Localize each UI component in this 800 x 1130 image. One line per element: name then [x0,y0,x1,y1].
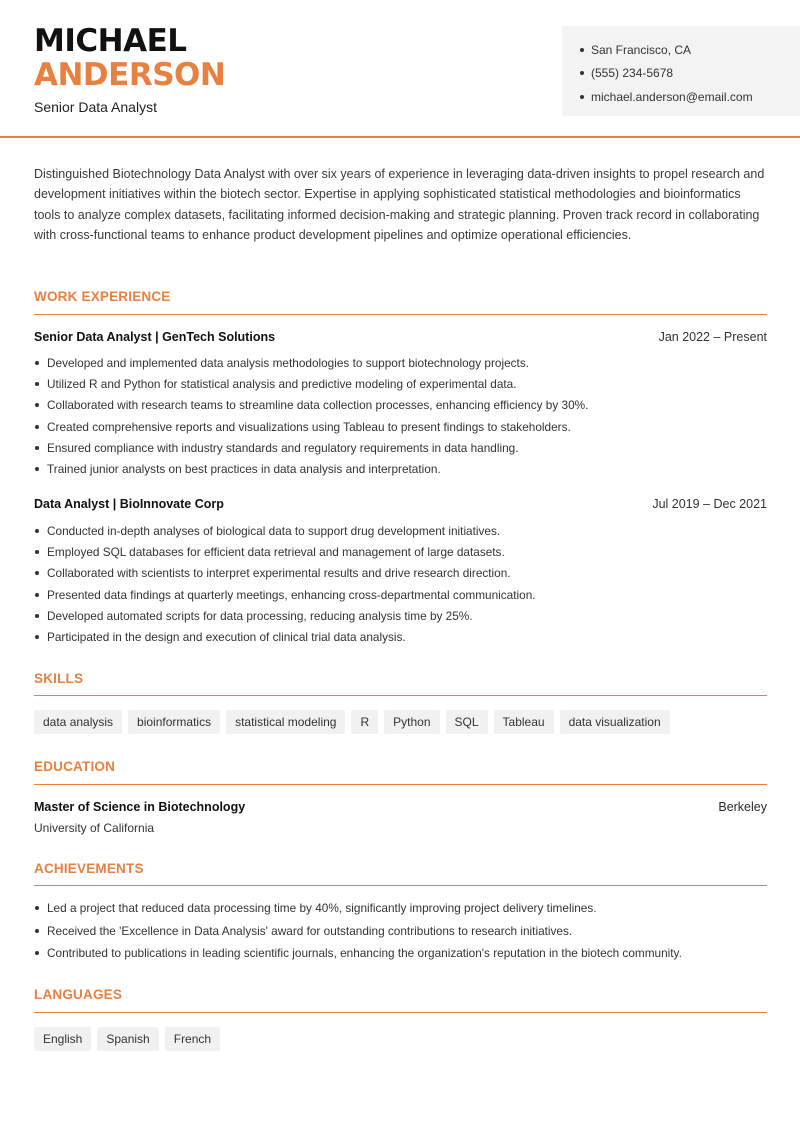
bullet-icon [35,550,39,554]
skills-tags [34,710,670,734]
section-title-education: EDUCATION [34,759,116,774]
resume-header [0,0,800,138]
first-name: MICHAEL [34,23,187,59]
list-item: Developed and implemented data analysis methodologies to support biotechnology projects. [34,352,767,373]
list-item: Ensured compliance with industry standards and regulatory requirements in data handling. [34,437,767,458]
contact-email[interactable]: michael.anderson@email.com [580,85,800,109]
skill-tag: data visualization [560,710,670,734]
skill-tag: R [351,710,378,734]
skill-tag: data analysis [34,710,122,734]
list-item: Collaborated with scientists to interpret experimental results and drive research direction. [34,563,767,584]
section-divider [34,784,767,785]
school-name: University of California [34,821,155,835]
bullet-icon [35,403,39,407]
list-item: Contributed to publications in leading scientific journals, enhancing the organization's reputation in the biotech community. [34,942,767,965]
job-dates: Jul 2019 – Dec 2021 [652,497,767,511]
language-tag: English [34,1027,91,1051]
section-divider [34,1012,767,1013]
list-item: Utilized R and Python for statistical analysis and predictive modeling of experimental data. [34,373,767,394]
section-divider [34,314,767,315]
job-role: Data Analyst | BioInnovate Corp [34,497,224,511]
list-item: Employed SQL databases for efficient data retrieval and management of large datasets. [34,541,767,562]
section-title-skills: SKILLS [34,671,84,686]
section-title-work: WORK EXPERIENCE [34,289,171,304]
achievements-list [34,897,767,965]
list-item: Led a project that reduced data processing time by 40%, significantly improving project delivery timelines. [34,897,767,920]
job-header [34,330,767,344]
job-title: Senior Data Analyst [34,99,157,115]
bullet-icon [35,951,39,955]
section-divider [34,885,767,886]
language-tag: Spanish [97,1027,158,1051]
list-item: Collaborated with research teams to streamline data collection processes, enhancing efficiency by 30%. [34,395,767,416]
bullet-icon [580,48,584,52]
bullet-icon [35,614,39,618]
skill-tag: SQL [446,710,488,734]
professional-summary: Distinguished Biotechnology Data Analyst with over six years of experience in leveraging data-driven insights to propel research and development initiatives within the biotech sector. Expertise in applying sophisticated statistical methodologies and bioinformatics tools to analyze complex datasets, facilitating informed decision-making and strategic planning. Proven track record in collaborating with cross-functional teams to enhance product development pipelines and optimize operational efficiencies. [34,167,765,243]
bullet-icon [580,95,584,99]
job-dates: Jan 2022 – Present [658,330,767,344]
education-header [34,800,767,814]
bullet-icon [35,425,39,429]
skill-tag: bioinformatics [128,710,220,734]
bullet-icon [35,446,39,450]
list-item: Received the 'Excellence in Data Analysis' award for outstanding contributions to research initiatives. [34,920,767,943]
section-divider [34,695,767,696]
bullet-icon [35,929,39,933]
list-item: Developed automated scripts for data processing, reducing analysis time by 25%. [34,605,767,626]
list-item: Created comprehensive reports and visualizations using Tableau to present findings to stakeholders. [34,416,767,437]
job-bullets [34,352,767,480]
job-header [34,497,767,511]
skill-tag: statistical modeling [226,710,345,734]
bullet-icon [580,71,584,75]
language-tag: French [165,1027,220,1051]
education-location: Berkeley [718,800,767,814]
bullet-icon [35,906,39,910]
bullet-icon [35,571,39,575]
contact-phone: (555) 234-5678 [580,62,800,86]
skill-tag: Tableau [494,710,554,734]
bullet-icon [35,382,39,386]
skill-tag: Python [384,710,439,734]
candidate-name [34,24,225,92]
job-bullets [34,520,767,648]
bullet-icon [35,361,39,365]
contact-box [562,26,800,116]
languages-tags [34,1027,220,1051]
contact-location: San Francisco, CA [580,38,800,62]
list-item: Participated in the design and execution of clinical trial data analysis. [34,626,767,647]
list-item: Trained junior analysts on best practices in data analysis and interpretation. [34,458,767,479]
degree: Master of Science in Biotechnology [34,800,246,814]
job-role: Senior Data Analyst | GenTech Solutions [34,330,276,344]
bullet-icon [35,593,39,597]
list-item: Conducted in-depth analyses of biological data to support drug development initiatives. [34,520,767,541]
section-title-languages: LANGUAGES [34,987,123,1002]
bullet-icon [35,529,39,533]
section-title-achievements: ACHIEVEMENTS [34,861,144,876]
bullet-icon [35,467,39,471]
list-item: Presented data findings at quarterly meetings, enhancing cross-departmental communication. [34,584,767,605]
bullet-icon [35,635,39,639]
last-name: ANDERSON [34,57,226,93]
